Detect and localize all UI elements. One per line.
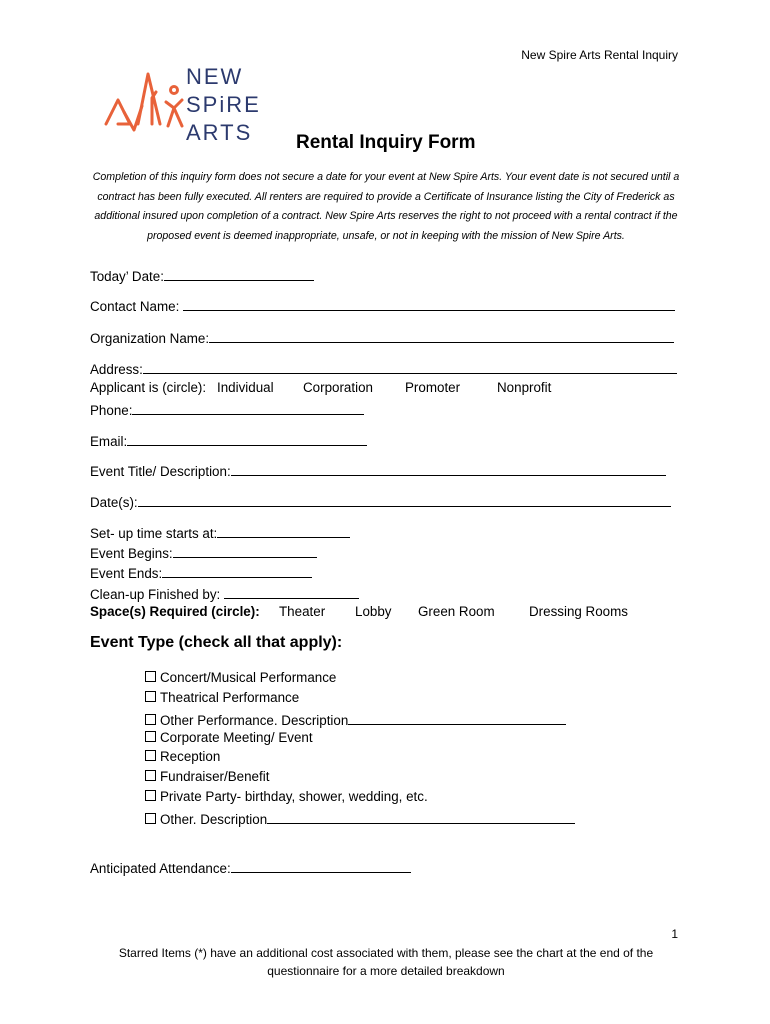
organization-name-field [90,328,674,346]
event-type-label: Fundraiser/Benefit [160,769,270,784]
event-ends-label: Event Ends: [90,566,163,581]
event-type-label: Private Party- birthday, shower, wedding, etc. [160,789,428,804]
other-performance-description-line[interactable] [348,710,566,725]
checkbox-icon[interactable] [145,714,156,725]
address-input-line[interactable] [143,359,677,374]
setup-time-field [90,523,350,541]
checkbox-icon[interactable] [145,790,156,801]
event-begins-input-line[interactable] [173,543,317,558]
document-header-label: New Spire Arts Rental Inquiry [521,48,678,62]
setup-time-input-line[interactable] [217,523,350,538]
phone-label: Phone: [90,403,133,418]
anticipated-attendance-input-line[interactable] [231,858,411,873]
email-field [90,431,367,449]
new-spire-arts-logo [104,62,276,152]
checkbox-icon[interactable] [145,731,156,742]
applicant-type-label: Applicant is (circle): [90,380,207,395]
event-title-input-line[interactable] [231,461,666,476]
page-title: Rental Inquiry Form [296,132,476,153]
event-ends-input-line[interactable] [162,563,312,578]
page-number: 1 [671,927,678,941]
organization-name-input-line[interactable] [209,328,674,343]
space-option-lobby[interactable]: Lobby [355,604,392,619]
applicant-option-promoter[interactable]: Promoter [405,380,461,395]
anticipated-attendance-field [90,858,411,876]
event-type-other-performance[interactable] [145,710,566,728]
other-description-line[interactable] [267,809,575,824]
setup-time-label: Set- up time starts at: [90,526,218,541]
event-begins-field [90,543,317,561]
logo-graphic [104,62,276,152]
event-title-field [90,461,666,479]
email-label: Email: [90,434,128,449]
event-begins-label: Event Begins: [90,546,173,561]
dates-input-line[interactable] [138,492,671,507]
event-type-heading: Event Type (check all that apply): [90,634,343,651]
checkbox-icon[interactable] [145,671,156,682]
cleanup-label: Clean-up Finished by: [90,587,221,602]
event-type-label: Theatrical Performance [160,690,300,705]
space-option-theater[interactable]: Theater [279,604,326,619]
event-type-label: Concert/Musical Performance [160,670,337,685]
email-input-line[interactable] [127,431,367,446]
applicant-option-corporation[interactable]: Corporation [303,380,373,395]
event-type-label: Reception [160,749,221,764]
address-field [90,359,677,377]
event-type-corporate[interactable] [145,730,313,745]
dates-field [90,492,671,510]
todays-date-label: Today’ Date: [90,269,164,284]
cleanup-input-line[interactable] [224,584,359,599]
logo-text-new: NEW [186,64,244,89]
footer-note: Starred Items (*) have an additional cost associated with them, please see the chart at the end of the questionnaire for a more detailed breakdown [118,946,654,978]
event-type-theatrical[interactable] [145,690,299,705]
checkbox-icon[interactable] [145,691,156,702]
applicant-option-nonprofit[interactable]: Nonprofit [497,380,552,395]
intro-disclaimer: Completion of this inquiry form does not secure a date for your event at New Spire Arts. Your event date is not secured until a contract has been fully executed. All renters are required to provide a Certificate of Insurance listing the City of Frederick as additional insured upon completion of a contract. New Spire Arts reserves the right to not proceed with a rental contract if the proposed event is deemed inappropriate, unsafe, or not in keeping with the mission of New Spire Arts. [92,171,680,242]
event-type-label: Other. Description [160,812,268,827]
space-option-green-room[interactable]: Green Room [418,604,495,619]
logo-text-arts: ARTS [186,120,253,145]
contact-name-label: Contact Name: [90,299,180,314]
event-type-fundraiser[interactable] [145,769,269,784]
organization-name-label: Organization Name: [90,331,210,346]
event-type-other[interactable] [145,809,575,827]
todays-date-field [90,266,314,284]
spaces-required-label: Space(s) Required (circle): [90,604,260,619]
cleanup-field [90,584,359,602]
contact-name-field [90,296,675,314]
contact-name-input-line[interactable] [183,296,675,311]
event-type-concert[interactable] [145,670,336,685]
checkbox-icon[interactable] [145,750,156,761]
checkbox-icon[interactable] [145,770,156,781]
space-option-dressing-rooms[interactable]: Dressing Rooms [529,604,628,619]
logo-text-spire: SPiRE [186,92,261,117]
event-type-label: Corporate Meeting/ Event [160,730,313,745]
event-ends-field [90,563,312,581]
event-type-label: Other Performance. Description [160,713,349,728]
anticipated-attendance-label: Anticipated Attendance: [90,861,231,876]
checkbox-icon[interactable] [145,813,156,824]
event-type-private-party[interactable] [145,789,428,804]
event-title-label: Event Title/ Description: [90,464,231,479]
todays-date-input-line[interactable] [164,266,314,281]
phone-field [90,400,364,418]
dates-label: Date(s): [90,495,138,510]
phone-input-line[interactable] [132,400,364,415]
applicant-option-individual[interactable]: Individual [217,380,274,395]
event-type-reception[interactable] [145,749,220,764]
address-label: Address: [90,362,143,377]
